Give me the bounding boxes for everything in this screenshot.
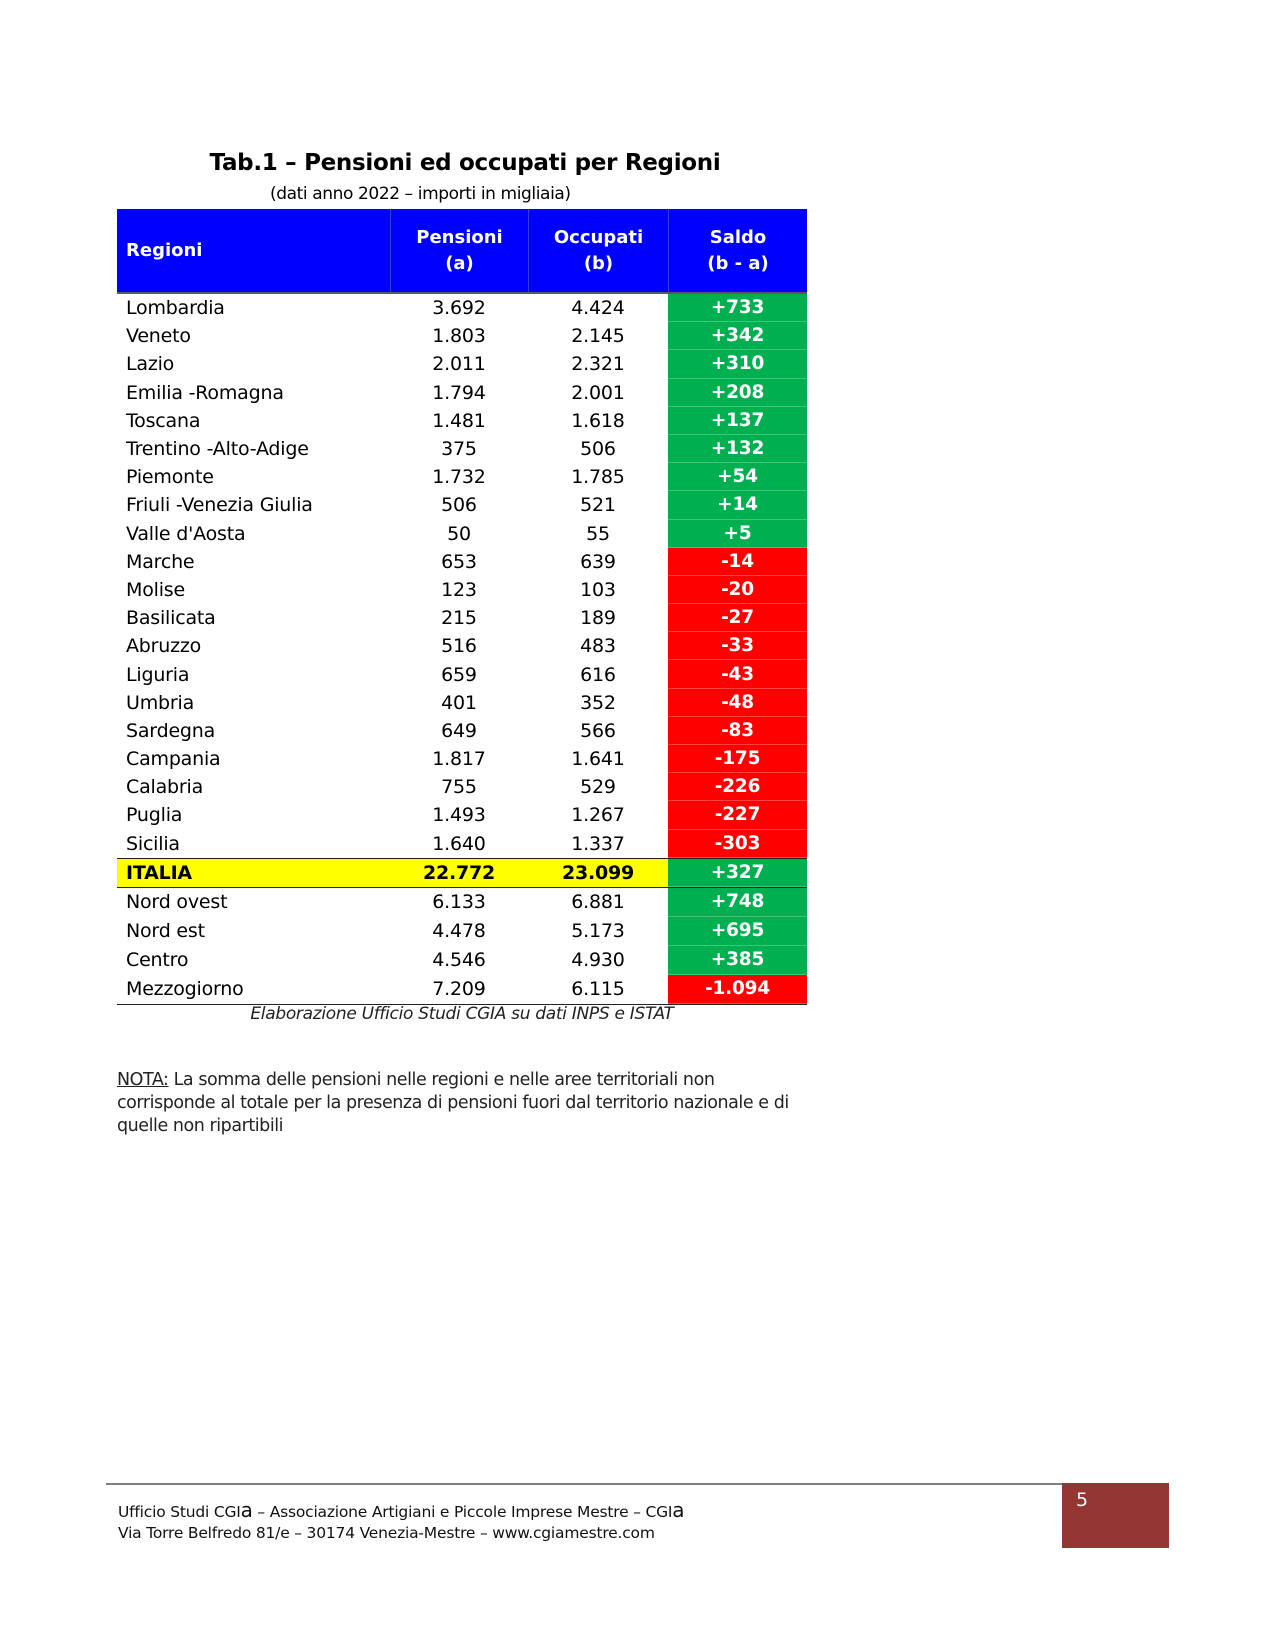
pensioni-cell: 375 bbox=[441, 438, 477, 461]
header-occupati-label: Occupati bbox=[553, 226, 644, 248]
area-row bbox=[117, 946, 807, 975]
occupati-cell: 23.099 bbox=[528, 859, 668, 887]
table-row bbox=[117, 773, 807, 801]
pensioni-cell: 1.803 bbox=[432, 325, 486, 348]
pensioni-cell: 1.493 bbox=[432, 804, 486, 827]
region-cell: Puglia bbox=[126, 804, 183, 827]
saldo-cell: +748 bbox=[668, 888, 807, 917]
header-occupati-sub: (b) bbox=[583, 252, 614, 274]
table-title: Tab.1 – Pensioni ed occupati per Regioni bbox=[209, 150, 721, 176]
table-row bbox=[117, 604, 807, 632]
header-saldo-sub: (b - a) bbox=[707, 252, 769, 274]
table-row bbox=[117, 463, 807, 491]
header-regioni-label: Regioni bbox=[126, 239, 203, 261]
note-label: NOTA: bbox=[117, 1070, 169, 1090]
pensioni-cell: 755 bbox=[441, 776, 477, 799]
note-text: La somma delle pensioni nelle regioni e nelle aree territoriali non corrisponde al totale per la presenza di pensioni fuori dal territorio nazionale e di quelle non ripartibili bbox=[117, 1070, 789, 1136]
occupati-cell: 521 bbox=[580, 494, 616, 517]
header-saldo-label: Saldo bbox=[709, 226, 767, 248]
table-row bbox=[117, 350, 807, 378]
region-cell: Lombardia bbox=[126, 297, 225, 320]
saldo-cell: -226 bbox=[668, 773, 807, 801]
saldo-cell: +733 bbox=[668, 294, 807, 322]
occupati-cell: 2.321 bbox=[571, 353, 625, 376]
pensioni-cell: 1.640 bbox=[432, 832, 486, 855]
region-cell: Nord est bbox=[126, 920, 205, 943]
table-row bbox=[117, 491, 807, 519]
occupati-cell: 4.930 bbox=[571, 949, 625, 972]
header-pensioni-sub: (a) bbox=[445, 252, 474, 274]
region-cell: ITALIA bbox=[117, 859, 390, 887]
region-cell: Emilia -Romagna bbox=[126, 381, 284, 404]
occupati-cell: 483 bbox=[580, 635, 616, 658]
table-body bbox=[117, 294, 807, 1004]
region-cell: Toscana bbox=[126, 409, 201, 432]
footer-org-desc: – Associazione Artigiani e Piccole Imprese Mestre – CGI bbox=[252, 1503, 673, 1521]
table-row bbox=[117, 322, 807, 350]
region-cell: Abruzzo bbox=[126, 635, 202, 658]
header-occupati bbox=[528, 209, 668, 292]
saldo-cell: -1.094 bbox=[668, 975, 807, 1004]
header-regioni bbox=[117, 209, 390, 292]
occupati-cell: 529 bbox=[580, 776, 616, 799]
pensioni-cell: 659 bbox=[441, 663, 477, 686]
region-cell: Campania bbox=[126, 748, 221, 771]
pensioni-cell: 1.481 bbox=[432, 409, 486, 432]
header-pensioni-label: Pensioni bbox=[416, 226, 503, 248]
pensioni-cell: 649 bbox=[441, 719, 477, 742]
region-cell: Nord ovest bbox=[126, 891, 228, 914]
header-pensioni bbox=[390, 209, 528, 292]
region-cell: Valle d'Aosta bbox=[126, 522, 246, 545]
region-cell: Calabria bbox=[126, 776, 204, 799]
occupati-cell: 1.618 bbox=[571, 409, 625, 432]
table-row bbox=[117, 379, 807, 407]
pensioni-cell: 4.546 bbox=[432, 949, 486, 972]
occupati-cell: 5.173 bbox=[571, 920, 625, 943]
table-row bbox=[117, 689, 807, 717]
saldo-cell: +327 bbox=[668, 859, 807, 887]
table-row bbox=[117, 745, 807, 773]
occupati-cell: 352 bbox=[580, 691, 616, 714]
footer-divider bbox=[106, 1483, 1062, 1485]
pensioni-cell: 22.772 bbox=[390, 859, 528, 887]
table-header bbox=[117, 209, 807, 292]
table-row bbox=[117, 435, 807, 463]
saldo-cell: +5 bbox=[668, 520, 807, 548]
occupati-cell: 566 bbox=[580, 719, 616, 742]
region-cell: Mezzogiorno bbox=[126, 978, 244, 1001]
occupati-cell: 6.881 bbox=[571, 891, 625, 914]
footer-logo-letter: a bbox=[240, 1498, 253, 1522]
occupati-cell: 2.001 bbox=[571, 381, 625, 404]
saldo-cell: -20 bbox=[668, 576, 807, 604]
occupati-cell: 189 bbox=[580, 607, 616, 630]
saldo-cell: -48 bbox=[668, 689, 807, 717]
source-caption: Elaborazione Ufficio Studi CGIA su dati INPS e ISTAT bbox=[250, 1004, 674, 1024]
saldo-cell: +310 bbox=[668, 350, 807, 378]
pensioni-cell: 50 bbox=[447, 522, 471, 545]
pensioni-cell: 2.011 bbox=[432, 353, 486, 376]
region-cell: Marche bbox=[126, 550, 195, 573]
occupati-cell: 1.641 bbox=[571, 748, 625, 771]
occupati-cell: 55 bbox=[586, 522, 610, 545]
footer-org-name: Ufficio Studi CGI bbox=[118, 1503, 241, 1521]
occupati-cell: 1.337 bbox=[571, 832, 625, 855]
pensioni-cell: 516 bbox=[441, 635, 477, 658]
table-row bbox=[117, 576, 807, 604]
pensioni-cell: 215 bbox=[441, 607, 477, 630]
footer-logo-letter: a bbox=[672, 1498, 685, 1522]
saldo-cell: -175 bbox=[668, 745, 807, 773]
pensioni-cell: 401 bbox=[441, 691, 477, 714]
table-row bbox=[117, 294, 807, 322]
region-cell: Sardegna bbox=[126, 719, 216, 742]
saldo-cell: -27 bbox=[668, 604, 807, 632]
region-cell: Molise bbox=[126, 578, 185, 601]
saldo-cell: -83 bbox=[668, 717, 807, 745]
table-row bbox=[117, 520, 807, 548]
occupati-cell: 103 bbox=[580, 578, 616, 601]
saldo-cell: +14 bbox=[668, 491, 807, 519]
region-cell: Veneto bbox=[126, 325, 191, 348]
region-cell: Umbria bbox=[126, 691, 195, 714]
region-cell: Basilicata bbox=[126, 607, 216, 630]
pensioni-cell: 123 bbox=[441, 578, 477, 601]
saldo-cell: -43 bbox=[668, 660, 807, 688]
footer bbox=[118, 1500, 684, 1544]
occupati-cell: 639 bbox=[580, 550, 616, 573]
table-row bbox=[117, 830, 807, 858]
saldo-cell: +137 bbox=[668, 407, 807, 435]
table-subtitle: (dati anno 2022 – importi in migliaia) bbox=[270, 184, 571, 204]
area-row bbox=[117, 888, 807, 917]
table-row bbox=[117, 801, 807, 829]
occupati-cell: 616 bbox=[580, 663, 616, 686]
footer-line-2: Via Torre Belfredo 81/e – 30174 Venezia-Mestre – www.cgiamestre.com bbox=[118, 1524, 655, 1542]
region-cell: Liguria bbox=[126, 663, 190, 686]
footer-line-1 bbox=[118, 1500, 684, 1523]
table-row bbox=[117, 407, 807, 435]
region-cell: Piemonte bbox=[126, 466, 214, 489]
table-row bbox=[117, 632, 807, 660]
table-row bbox=[117, 660, 807, 688]
saldo-cell: -14 bbox=[668, 548, 807, 576]
note-paragraph bbox=[117, 1069, 817, 1138]
pensioni-cell: 7.209 bbox=[432, 978, 486, 1001]
saldo-cell: +385 bbox=[668, 946, 807, 975]
occupati-cell: 2.145 bbox=[571, 325, 625, 348]
region-cell: Sicilia bbox=[126, 832, 180, 855]
page-number-badge: 5 bbox=[1062, 1483, 1169, 1548]
pensions-employment-table bbox=[117, 209, 807, 1005]
table-row bbox=[117, 717, 807, 745]
area-row bbox=[117, 975, 807, 1004]
pensioni-cell: 1.817 bbox=[432, 748, 486, 771]
pensioni-cell: 4.478 bbox=[432, 920, 486, 943]
saldo-cell: -33 bbox=[668, 632, 807, 660]
saldo-cell: +208 bbox=[668, 379, 807, 407]
pensioni-cell: 1.732 bbox=[432, 466, 486, 489]
occupati-cell: 6.115 bbox=[571, 978, 625, 1001]
pensioni-cell: 6.133 bbox=[432, 891, 486, 914]
pensioni-cell: 3.692 bbox=[432, 297, 486, 320]
saldo-cell: -303 bbox=[668, 830, 807, 858]
header-saldo bbox=[668, 209, 807, 292]
pensioni-cell: 653 bbox=[441, 550, 477, 573]
saldo-cell: +695 bbox=[668, 917, 807, 946]
region-cell: Friuli -Venezia Giulia bbox=[126, 494, 313, 517]
region-cell: Trentino -Alto-Adige bbox=[126, 438, 309, 461]
saldo-cell: -227 bbox=[668, 801, 807, 829]
region-cell: Centro bbox=[126, 949, 189, 972]
table-row bbox=[117, 548, 807, 576]
region-cell: Lazio bbox=[126, 353, 175, 376]
pensioni-cell: 506 bbox=[441, 494, 477, 517]
area-row bbox=[117, 917, 807, 946]
occupati-cell: 1.785 bbox=[571, 466, 625, 489]
pensioni-cell: 1.794 bbox=[432, 381, 486, 404]
occupati-cell: 4.424 bbox=[571, 297, 625, 320]
saldo-cell: +342 bbox=[668, 322, 807, 350]
occupati-cell: 1.267 bbox=[571, 804, 625, 827]
saldo-cell: +132 bbox=[668, 435, 807, 463]
occupati-cell: 506 bbox=[580, 438, 616, 461]
saldo-cell: +54 bbox=[668, 463, 807, 491]
total-row bbox=[117, 858, 807, 888]
